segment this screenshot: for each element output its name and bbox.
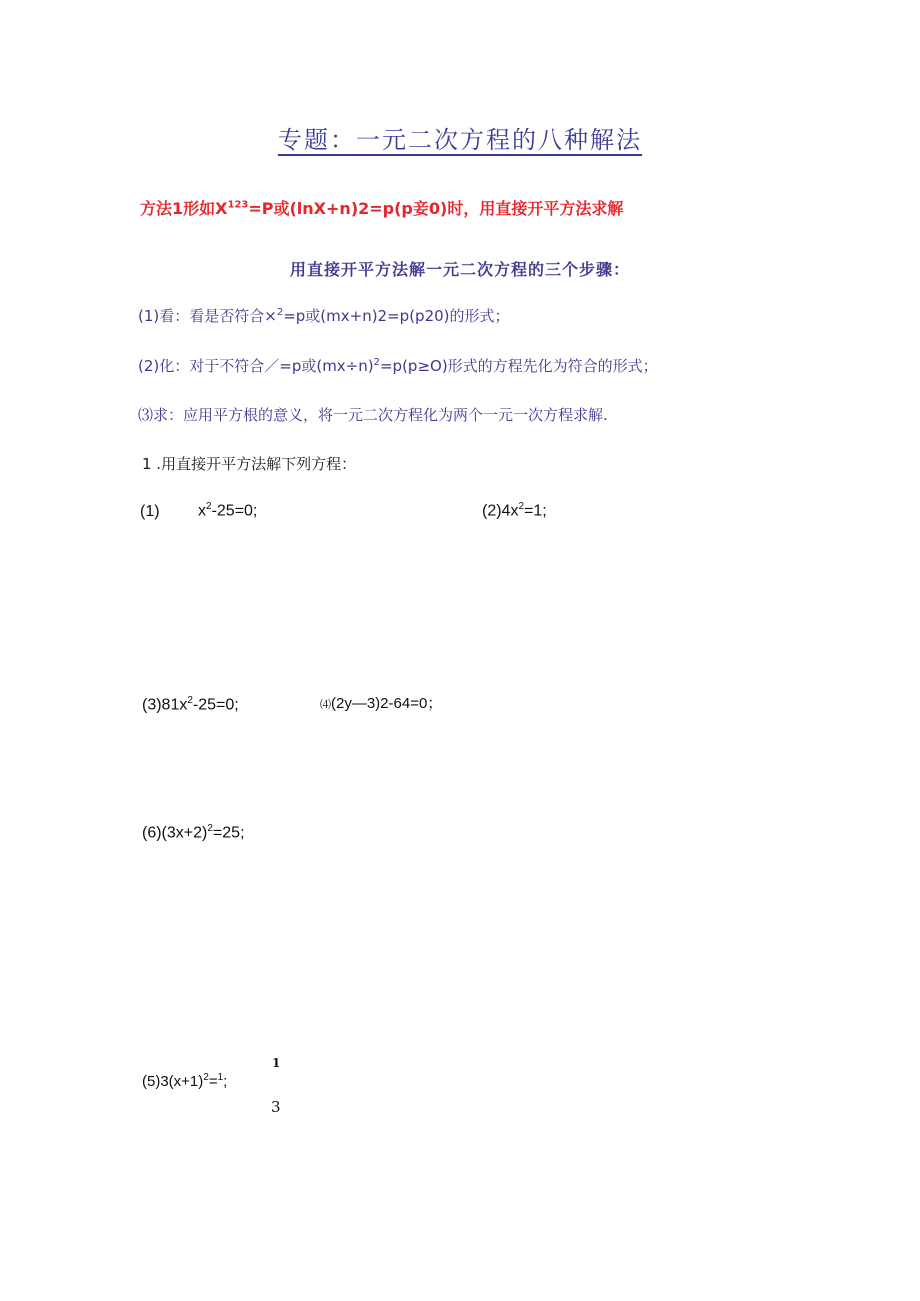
equation-1-pre: x [198, 502, 206, 520]
equation-5-post: ; [223, 1073, 228, 1090]
equation-6-sup: 2 [207, 823, 213, 834]
step-2-prefix: (2)化：对于不符合／=p或(mx÷n) [138, 357, 374, 375]
step-1-suffix: =p或(mx+n)2=p(p20)的形式； [283, 307, 510, 325]
step-2 [138, 355, 658, 376]
step-2-suffix: =p(p≥O)形式的方程先化为符合的形式； [379, 357, 658, 375]
equation-2 [482, 501, 547, 520]
step-3: ⑶求：应用平方根的意义，将一元二次方程化为两个一元一次方程求解. [138, 406, 608, 424]
equation-3 [142, 695, 239, 714]
method-1-heading [140, 196, 623, 219]
equation-1-post: -25=0; [211, 502, 258, 520]
equation-4-text: (2y—3)2-64=0； [331, 695, 443, 712]
equation-5-fraction-denominator: 3 [271, 1098, 281, 1116]
equation-5-sup2: 1 [217, 1072, 224, 1083]
equation-4-label: ⑷ [320, 699, 331, 711]
equation-6-pre: (6)(3x+2) [142, 824, 208, 842]
equation-5-fraction-numerator: 1 [272, 1056, 281, 1070]
equation-1 [198, 501, 257, 520]
equation-1-label: (1) [140, 503, 160, 520]
method-1-sup: 123 [227, 199, 249, 211]
equation-2-pre: (2)4x [482, 502, 519, 520]
step-1-sup: 2 [276, 307, 284, 318]
equation-2-sup: 2 [518, 501, 525, 512]
equation-6-post: =25; [212, 824, 245, 842]
equation-5-sup: 2 [203, 1072, 209, 1083]
task-instruction: 1 .用直接开平方法解下列方程： [142, 455, 357, 473]
equation-5-pre: (5)3(x+1) [142, 1073, 204, 1090]
equation-6 [142, 823, 245, 842]
equation-3-post: -25=0; [192, 696, 239, 714]
equation-1-sup: 2 [206, 501, 212, 512]
equation-5-mid: = [208, 1073, 218, 1090]
step-1-prefix: (1)看：看是否符合× [138, 307, 277, 325]
steps-title: 用直接开平方法解一元二次方程的三个步骤： [289, 260, 630, 279]
equation-3-pre: (3)81x [142, 696, 188, 714]
step-2-sup: 2 [373, 357, 380, 368]
step-1 [138, 305, 510, 326]
equation-3-sup: 2 [187, 695, 193, 706]
equation-2-post: =1; [524, 502, 547, 520]
page-title: 专题：一元二次方程的八种解法 [278, 126, 642, 154]
equation-5 [142, 1072, 227, 1090]
method-1-suffix: =P或(lnX+n)2=p(p妾0)时，用直接开平方法求解 [248, 199, 624, 218]
method-1-prefix: 方法1形如X [140, 199, 228, 218]
equation-4 [320, 692, 442, 713]
